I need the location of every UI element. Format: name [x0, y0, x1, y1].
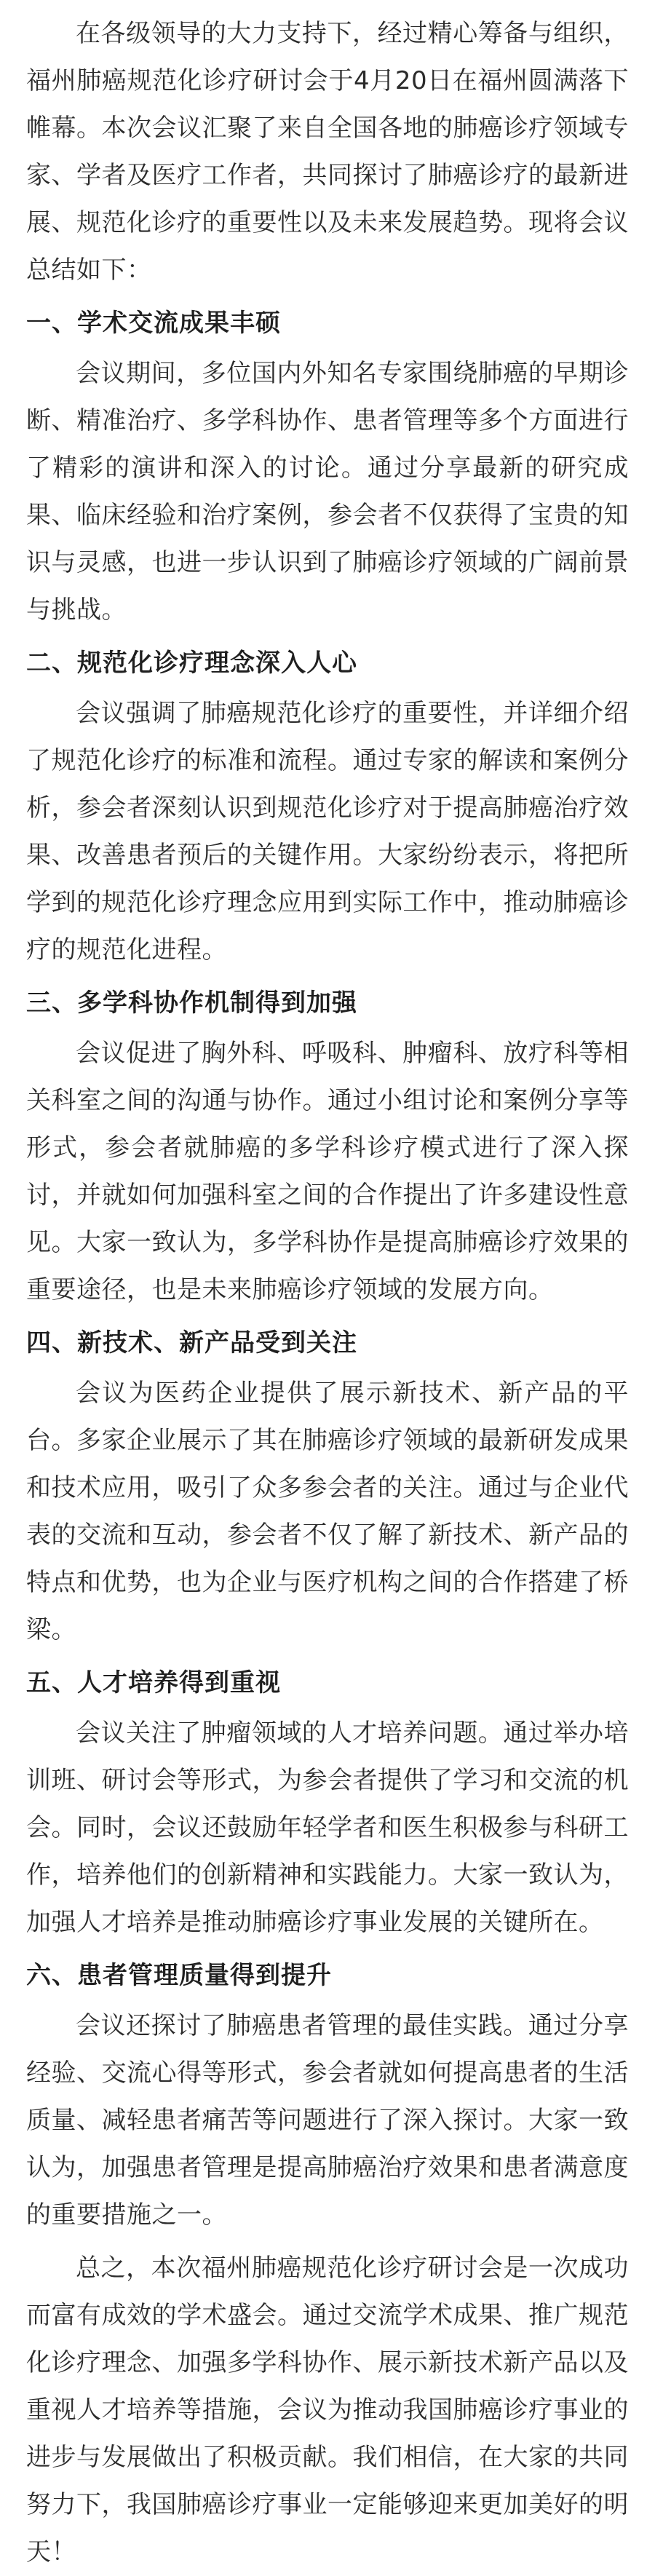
intro-paragraph: 在各级领导的大力支持下，经过精心筹备与组织，福州肺癌规范化诊疗研讨会于4月20日在福州圆满落下帷幕。本次会议汇聚了来自全国各地的肺癌诊疗领域专家、学者及医疗工作者，共同探讨了肺癌诊疗的最新进展、规范化诊疗的重要性以及未来发展趋势。现将会议总结如下：	[26, 19, 629, 285]
section-heading-patient-management: 六、患者管理质量得到提升	[26, 1961, 332, 1990]
section-heading-new-technology: 四、新技术、新产品受到关注	[26, 1328, 357, 1358]
section-body-new-technology: 会议为医药企业提供了展示新技术、新产品的平台。多家企业展示了其在肺癌诊疗领域的最新研发成果和技术应用，吸引了众多参会者的关注。通过与企业代表的交流和互动，参会者不仅了解了新技术、新产品的特点和优势，也为企业与医疗机构之间的合作搭建了桥梁。	[26, 1379, 629, 1644]
section-body-patient-management: 会议还探讨了肺癌患者管理的最佳实践。通过分享经验、交流心得等形式，参会者就如何提高患者的生活质量、减轻患者痛苦等问题进行了深入探讨。大家一致认为，加强患者管理是提高肺癌治疗效果和患者满意度的重要措施之一。	[26, 2011, 629, 2230]
section-heading-standardized-treatment: 二、规范化诊疗理念深入人心	[26, 649, 357, 678]
section-heading-academic-exchange: 一、学术交流成果丰硕	[26, 309, 281, 338]
conclusion-paragraph: 总之，本次福州肺癌规范化诊疗研讨会是一次成功而富有成效的学术盛会。通过交流学术成果、推广规范化诊疗理念、加强多学科协作、展示新技术新产品以及重视人才培养等措施，会议为推动我国肺癌诊疗事业的进步与发展做出了积极贡献。我们相信，在大家的共同努力下，我国肺癌诊疗事业一定能够迎来更加美好的明天！	[26, 2254, 629, 2567]
section-body-talent-training: 会议关注了肿瘤领域的人才培养问题。通过举办培训班、研讨会等形式，为参会者提供了学习和交流的机会。同时，会议还鼓励年轻学者和医生积极参与科研工作，培养他们的创新精神和实践能力。大家一致认为，加强人才培养是推动肺癌诊疗事业发展的关键所在。	[26, 1719, 629, 1937]
section-body-academic-exchange: 会议期间，多位国内外知名专家围绕肺癌的早期诊断、精准治疗、多学科协作、患者管理等多个方面进行了精彩的演讲和深入的讨论。通过分享最新的研究成果、临床经验和治疗案例，参会者不仅获得了宝贵的知识与灵感，也进一步认识到了肺癌诊疗领域的广阔前景与挑战。	[26, 359, 629, 625]
section-body-multidisciplinary: 会议促进了胸外科、呼吸科、肿瘤科、放疗科等相关科室之间的沟通与协作。通过小组讨论和案例分享等形式，参会者就肺癌的多学科诊疗模式进行了深入探讨，并就如何加强科室之间的合作提出了许多建设性意见。大家一致认为，多学科协作是提高肺癌诊疗效果的重要途径，也是未来肺癌诊疗领域的发展方向。	[26, 1039, 629, 1304]
section-heading-talent-training: 五、人才培养得到重视	[26, 1668, 281, 1697]
section-body-standardized-treatment: 会议强调了肺癌规范化诊疗的重要性，并详细介绍了规范化诊疗的标准和流程。通过专家的解读和案例分析，参会者深刻认识到规范化诊疗对于提高肺癌治疗效果、改善患者预后的关键作用。大家纷纷表示，将把所学到的规范化诊疗理念应用到实际工作中，推动肺癌诊疗的规范化进程。	[26, 699, 629, 964]
section-heading-multidisciplinary: 三、多学科协作机制得到加强	[26, 988, 357, 1018]
